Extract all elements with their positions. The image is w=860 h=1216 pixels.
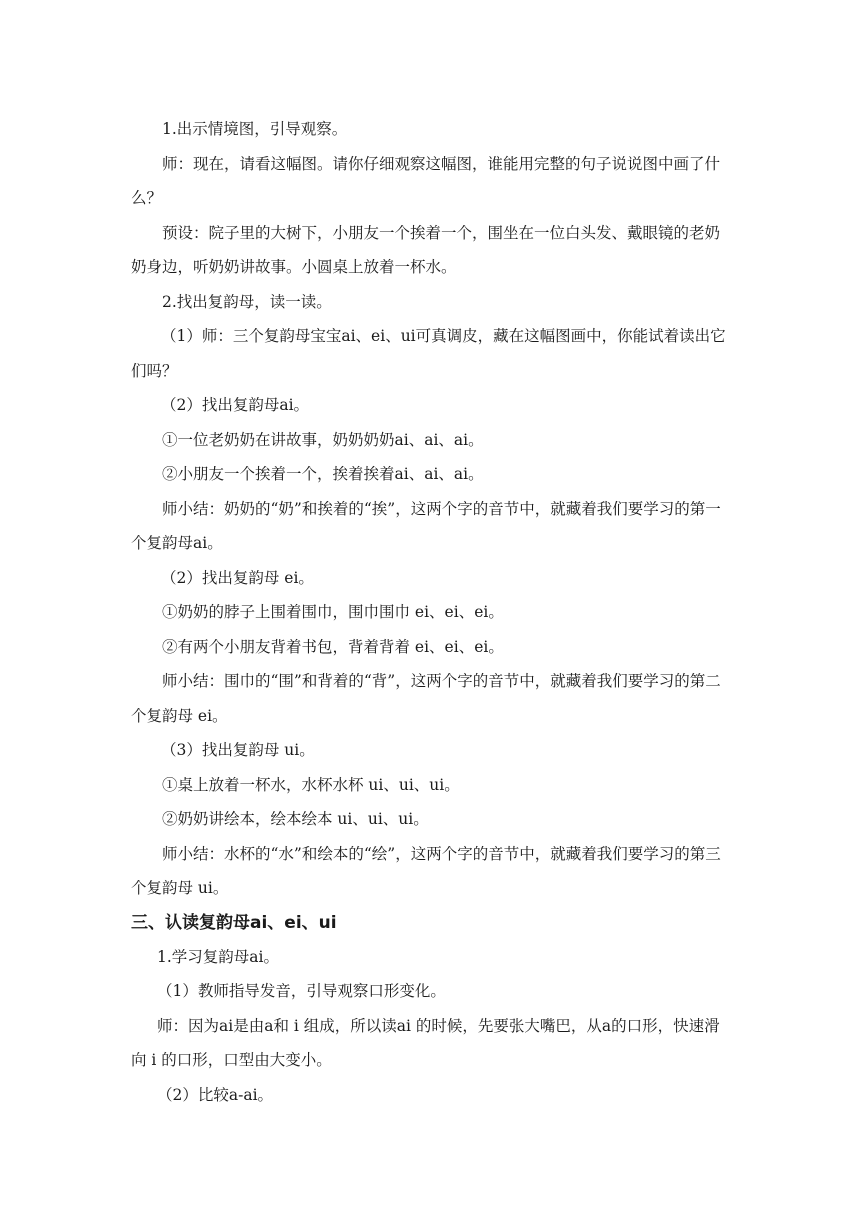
lesson-steps-continued: [131, 940, 731, 1113]
paragraph: （2）找出复韵母ai。: [161, 396, 310, 414]
paragraph: 1.学习复韵母ai。: [157, 947, 279, 966]
paragraph: （2）找出复韵母 ei。: [161, 568, 314, 587]
paragraph: （3）找出复韵母 ui。: [161, 741, 315, 759]
paragraph: ①桌上放着一杯水，水杯水杯 ui、ui、ui。: [162, 775, 460, 794]
paragraph: ①一位老奶奶在讲故事，奶奶奶奶ai、ai、ai。: [162, 430, 484, 449]
lesson-steps: [131, 112, 731, 906]
paragraph: 2.找出复韵母，读一读。: [162, 292, 332, 311]
paragraph: 师：现在，请看这幅图。请你仔细观察这幅图，谁能用完整的句子说说图中画了什么？: [131, 154, 721, 207]
document-body: [131, 112, 731, 1112]
paragraph: 师小结：围巾的“围”和背着的“背”，这两个字的音节中，就藏着我们要学习的第二个复韵母 ei。: [131, 672, 721, 725]
paragraph: ②有两个小朋友背着书包，背着背着 ei、ei、ei。: [162, 637, 504, 656]
paragraph: ①奶奶的脖子上围着围巾，围巾围巾 ei、ei、ei。: [162, 603, 504, 621]
paragraph: ②小朋友一个挨着一个，挨着挨着ai、ai、ai。: [162, 465, 484, 483]
paragraph: 预设：院子里的大树下，小朋友一个挨着一个，围坐在一位白头发、戴眼镜的老奶奶身边，听奶奶讲故事。小圆桌上放着一杯水。: [131, 223, 721, 276]
paragraph: ②奶奶讲绘本，绘本绘本 ui、ui、ui。: [162, 810, 429, 828]
paragraph: 1.出示情境图，引导观察。: [162, 120, 348, 138]
paragraph: 师：因为ai是由a和 i 组成，所以读ai 的时候，先要张大嘴巴，从a的口形，快速滑向 i 的口形，口型由大变小。: [131, 1016, 720, 1069]
section-heading: 三、认读复韵母ai、ei、ui: [131, 912, 337, 933]
paragraph: （1）教师指导发音，引导观察口形变化。: [157, 982, 446, 1000]
paragraph: （2）比较a-ai。: [157, 1085, 274, 1104]
paragraph: 师小结：奶奶的“奶”和挨着的“挨”，这两个字的音节中，就藏着我们要学习的第一个复韵母ai。: [131, 499, 721, 552]
paragraph: 师小结：水杯的“水”和绘本的“绘”，这两个字的音节中，就藏着我们要学习的第三个复韵母 ui。: [131, 844, 721, 897]
paragraph: （1）师：三个复韵母宝宝ai、ei、ui可真调皮，藏在这幅图画中，你能试着读出它们吗？: [131, 327, 726, 380]
